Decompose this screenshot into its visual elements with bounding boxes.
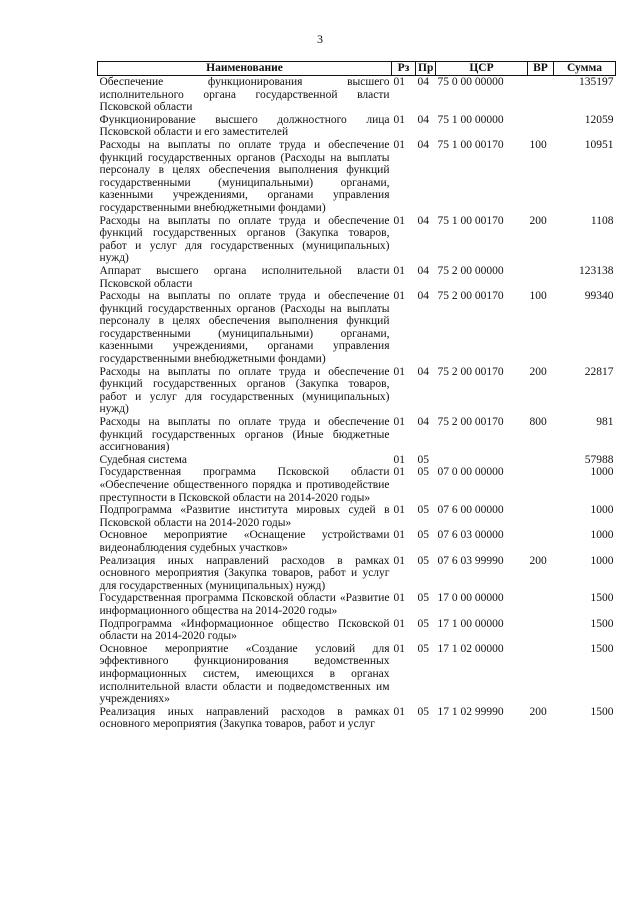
cell-vr [528,76,554,114]
cell-rz: 01 [393,138,405,151]
cell-csr: 75 1 00 00000 [437,113,504,126]
cell-sum: 57988 [584,453,614,466]
cell-name: Основное мероприятие «Создание условий для эффективного функционирования ведомственных информационных систем, имеющихся в органах исполнительной власти области и подведомственных им учреждениях» [99,642,390,706]
cell-vr: 200 [529,214,547,227]
cell-pr: 04 [417,416,429,429]
cell-pr: 04 [417,76,429,88]
cell-sum: 99340 [584,290,614,303]
cell-vr [528,265,554,290]
cell-sum: 1500 [590,592,614,605]
cell-pr: 04 [417,113,429,126]
table-row [98,504,616,529]
cell-pr: 05 [417,466,429,479]
cell-name: Государственная программа Псковской области «Развитие информационного общества на 2014-2020 годы» [99,592,390,617]
table-header [98,62,616,76]
cell-vr [528,504,554,529]
cell-sum: 1000 [590,504,614,517]
cell-name: Аппарат высшего органа исполнительной власти Псковской области [99,264,390,290]
table-row [98,555,616,593]
table-row [98,265,616,290]
cell-sum: 981 [596,416,614,429]
cell-vr: 200 [529,365,547,378]
cell-pr: 05 [417,504,429,517]
cell-vr [528,454,554,467]
budget-table [97,61,616,731]
cell-csr: 07 6 03 99990 [437,554,504,567]
cell-csr: 17 1 02 99990 [437,705,504,718]
cell-rz: 01 [393,76,405,88]
header-csr: ЦСР [436,62,528,76]
cell-vr: 800 [529,416,547,429]
cell-vr: 100 [529,138,547,151]
table-row [98,592,616,617]
header-name: Наименование [98,62,392,76]
cell-name: Подпрограмма «Информационное общество Псковской области на 2014-2020 годы» [99,617,390,643]
cell-sum: 22817 [584,365,614,378]
cell-sum: 123138 [579,264,614,277]
cell-rz: 01 [393,504,405,517]
cell-rz: 01 [393,617,405,630]
table-row [98,618,616,643]
cell-pr: 04 [417,138,429,151]
cell-name: Реализация иных направлений расходов в рамках основного мероприятия (Закупка товаров, работ и услуг для государственных (муниципальных) нужд) [99,554,390,592]
cell-pr: 05 [417,617,429,630]
cell-name: Расходы на выплаты по оплате труда и обеспечение функций государственных органов (Расходы на выплаты персоналу в целях обеспечения выполнения функций государственными (муниципальными) органами, казенными учреждениями, органами управления государственными внебюджетными фондами) [99,290,390,366]
cell-csr: 75 1 00 00170 [437,138,504,151]
cell-csr: 07 6 03 00000 [437,529,504,542]
cell-rz: 01 [393,466,405,479]
cell-rz: 01 [393,453,405,466]
cell-sum: 1500 [590,705,614,718]
cell-vr [528,529,554,554]
cell-pr: 04 [417,214,429,227]
cell-rz: 01 [393,705,405,718]
cell-name: Государственная программа Псковской области «Обеспечение общественного порядка и противодействие преступности в Псковской области на 2014-2020 годы» [99,466,390,504]
table-row [98,643,616,706]
header-vr: ВР [528,62,554,76]
cell-csr: 75 2 00 00170 [437,365,504,378]
table-row [98,139,616,215]
cell-name: Подпрограмма «Развитие института мировых судей в Псковской области на 2014-2020 годы» [99,504,390,529]
cell-pr: 05 [417,453,429,466]
table-row [98,290,616,366]
cell-rz: 01 [393,365,405,378]
cell-sum: 1000 [590,529,614,542]
table-row [98,366,616,416]
table-body [98,76,616,731]
cell-rz: 01 [393,529,405,542]
header-sum: Сумма [554,62,616,76]
cell-name: Реализация иных направлений расходов в рамках основного мероприятия (Закупка товаров, работ и услуг [99,705,390,731]
cell-pr: 04 [417,290,429,303]
cell-pr: 05 [417,642,429,655]
cell-rz: 01 [393,416,405,429]
header-pr: Пр [416,62,436,76]
cell-pr: 05 [417,529,429,542]
table-row [98,416,616,454]
cell-rz: 01 [393,113,405,126]
cell-name: Расходы на выплаты по оплате труда и обеспечение функций государственных органов (Расходы на выплаты персоналу в целях обеспечения выполнения функций государственными (муниципальными) органами, казенными учреждениями, органами управления государственными внебюджетными фондами) [99,138,390,214]
table-row [98,529,616,554]
table-row [98,215,616,265]
cell-vr [528,643,554,706]
cell-sum: 12059 [584,113,614,126]
cell-sum: 135197 [579,76,614,88]
table-row [98,466,616,504]
cell-name: Судебная система [99,453,187,466]
cell-csr: 07 0 00 00000 [437,466,504,479]
cell-vr [528,114,554,139]
table-row [98,706,616,731]
cell-sum: 1500 [590,617,614,630]
header-row [98,62,616,76]
cell-rz: 01 [393,592,405,605]
table-row [98,76,616,114]
cell-vr [528,618,554,643]
cell-csr: 07 6 00 00000 [437,504,504,517]
cell-pr: 05 [417,554,429,567]
cell-rz: 01 [393,290,405,303]
cell-rz: 01 [393,214,405,227]
cell-name: Расходы на выплаты по оплате труда и обеспечение функций государственных органов (Закупка товаров, работ и услуг для государственных (муниципальных) нужд) [99,214,390,265]
cell-name: Функционирование высшего должностного лица Псковской области и его заместителей [99,113,390,139]
cell-name: Обеспечение функционирования высшего исполнительного органа государственной власти Псковской области [99,76,390,114]
page-number: 3 [317,32,323,46]
cell-csr: 75 2 00 00000 [437,264,504,277]
header-rz: Рз [392,62,416,76]
cell-csr [436,454,528,467]
cell-name: Расходы на выплаты по оплате труда и обеспечение функций государственных органов (Иные бюджетные ассигнования) [99,416,390,454]
cell-csr: 75 2 00 00170 [437,416,504,429]
cell-pr: 05 [417,592,429,605]
cell-csr: 75 1 00 00170 [437,214,504,227]
cell-csr: 17 1 02 00000 [437,642,504,655]
cell-pr: 04 [417,264,429,277]
table-row [98,454,616,467]
cell-csr: 75 2 00 00170 [437,290,504,303]
cell-rz: 01 [393,554,405,567]
table-row [98,114,616,139]
cell-csr: 17 0 00 00000 [437,592,504,605]
cell-rz: 01 [393,264,405,277]
cell-rz: 01 [393,642,405,655]
cell-pr: 04 [417,365,429,378]
cell-name: Основное мероприятие «Оснащение устройствами видеонаблюдения судебных участков» [99,529,390,554]
cell-sum: 1000 [590,466,614,479]
cell-csr: 17 1 00 00000 [437,617,504,630]
cell-pr: 05 [417,705,429,718]
cell-vr: 200 [529,705,547,718]
cell-vr: 200 [529,554,547,567]
cell-sum: 10951 [584,138,614,151]
cell-vr [528,466,554,504]
cell-sum: 1500 [590,642,614,655]
cell-vr: 100 [529,290,547,303]
cell-name: Расходы на выплаты по оплате труда и обеспечение функций государственных органов (Закупка товаров, работ и услуг для государственных (муниципальных) нужд) [99,365,390,416]
cell-csr: 75 0 00 00000 [437,76,504,88]
cell-vr [528,592,554,617]
cell-sum: 1108 [590,214,614,227]
cell-sum: 1000 [590,554,614,567]
